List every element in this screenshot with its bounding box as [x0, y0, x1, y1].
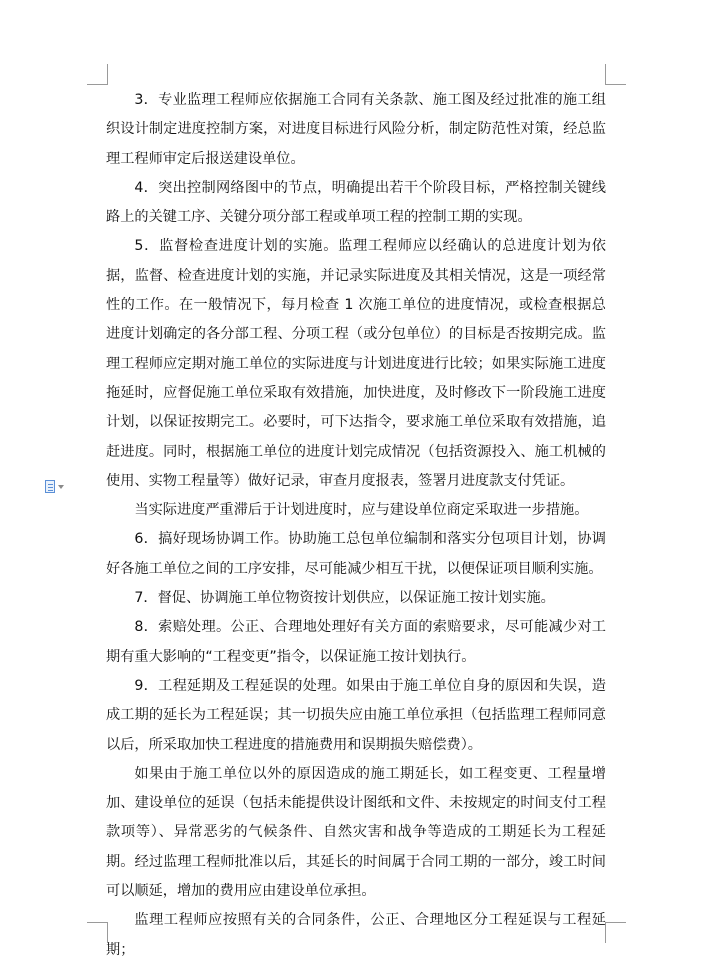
document-icon: [45, 480, 55, 493]
paragraph-8: 8．索赔处理。公正、合理地处理好有关方面的索赔要求，尽可能减少对工期有重大影响的“工程变更”指令，以保证施工按计划执行。: [106, 619, 606, 665]
crop-mark-bottom-right: [605, 922, 626, 943]
document-body[interactable]: [106, 86, 606, 965]
crop-mark-bottom-left: [87, 922, 108, 943]
paragraph-9: 9．工程延期及工程延误的处理。如果由于施工单位自身的原因和失误，造成工期的延长为工程延误；其一切损失应由施工单位承担（包括监理工程师同意以后，所采取加快工程进度的措施费用和误期损失赔偿费）。: [106, 677, 606, 753]
crop-mark-top-left: [87, 64, 108, 85]
paragraph-5: 5．监督检查进度计划的实施。监理工程师应以经确认的总进度计划为依据，监督、检查进度计划的实施，并记录实际进度及其相关情况，这是一项经常性的工作。在一般情况下，每月检查 1 次施工单位的进度情况，或检查根据总进度计划确定的各分部工程、分项工程（或分包单位）的目标是否按期完成。监理工程师应定期对施工单位的实际进度与计划进度进行比较；如果实际施工进度拖延时，应督促施工单位采取有效措施，加快进度，及时修改下一阶段施工进度计划，以保证按期完工。必要时，可下达指令，要求施工单位采取有效措施，追赶进度。同时，根据施工单位的进度计划完成情况（包括资源投入、施工机械的使用、实物工程量等）做好记录，审查月度报表，签署月进度款支付凭证。: [106, 238, 606, 489]
paragraph-extension: 如果由于施工单位以外的原因造成的施工期延长，如工程变更、工程量增加、建设单位的延误（包括未能提供设计图纸和文件、未按规定的时间支付工程款项等）、异常恶劣的气候条件、自然灾害和战争等造成的工期延长为工程延期。经过监理工程师批准以后，其延长的时间属于合同工期的一部分，竣工时间可以顺延，增加的费用应由建设单位承担。: [106, 765, 606, 900]
paragraph-delay-note: 当实际进度严重滞后于计划进度时，应与建设单位商定采取进一步措施。: [134, 502, 589, 519]
paragraph-last: 监理工程师应按照有关的合同条件，公正、合理地区分工程延误与工程延期；: [106, 912, 606, 958]
chevron-down-icon: [58, 485, 64, 489]
paragraph-3: 3．专业监理工程师应依据施工合同有关条款、施工图及经过批准的施工组织设计制定进度控制方案，对进度目标进行风险分析，制定防范性对策，经总监理工程师审定后报送建设单位。: [106, 92, 606, 167]
paragraph-options-button[interactable]: [45, 480, 64, 493]
paragraph-6: 6．搞好现场协调工作。协助施工总包单位编制和落实分包项目计划，协调好各施工单位之间的工序安排，尽可能减少相互干扰，以便保证项目顺利实施。: [106, 531, 606, 577]
paragraph-4: 4．突出控制网络图中的节点，明确提出若干个阶段目标，严格控制关键线路上的关键工序、关键分项分部工程或单项工程的控制工期的实现。: [106, 179, 606, 226]
crop-mark-top-right: [605, 64, 626, 85]
paragraph-7: 7．督促、协调施工单位物资按计划供应，以保证施工按计划实施。: [134, 590, 555, 607]
